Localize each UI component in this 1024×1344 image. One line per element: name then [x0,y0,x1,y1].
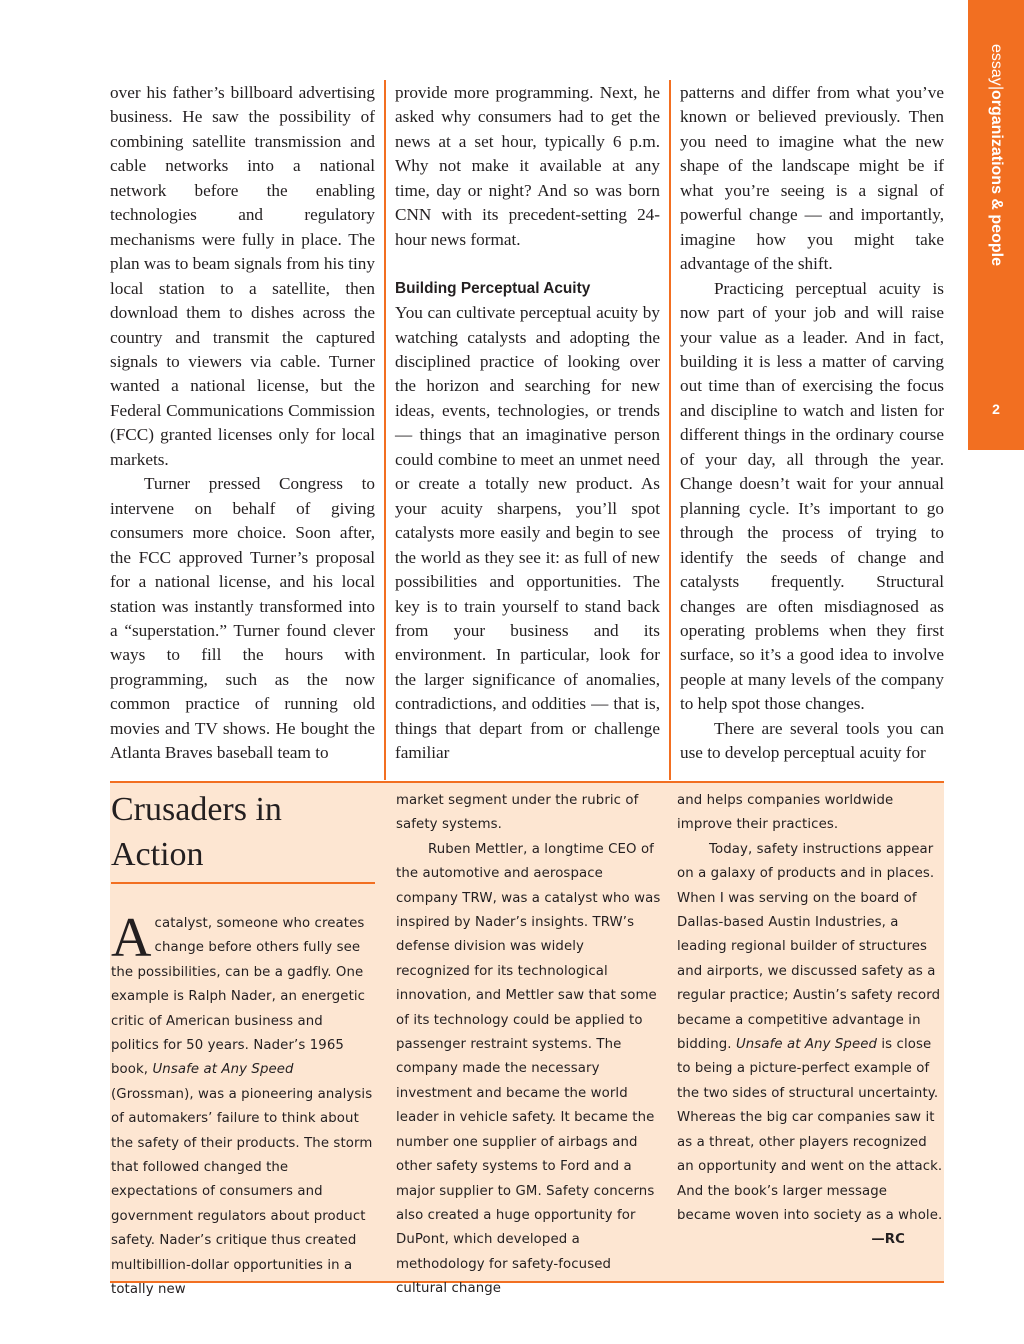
section-heading: Building Perceptual Acuity [395,279,591,297]
paragraph: provide more programming. Next, he asked why consumers had to get the news at a set hour, typically 6 p.m. Why not make it available at any time, day or night? And so was born CNN with its precedent-setting 24-hour news format. [395,83,660,249]
paragraph: Turner pressed Congress to intervene on behalf of giving consumers more choice. Soon after, the FCC approved Turner’s proposal for a national license, and his local station was instantly transformed into a “superstation.” Turner found clever ways to fill the hours with programming, such as the now common practice of running old movies and TV shows. He bought the Atlanta Braves baseball team to [110,474,375,763]
paragraph-text: is close to being a picture-perfect example of the two sides of structural uncertainty. Whereas the big car companies saw it as a threat, other players recognized an opportunity and went on the attack. And the book’s larger message became woven into society as a whole. [677,1037,943,1223]
section-tab [968,0,1024,450]
article-column-1 [110,81,375,766]
paragraph [677,838,943,1229]
paragraph: and helps companies worldwide improve their practices. [677,793,894,833]
book-title: Unsafe at Any Speed [735,1037,878,1053]
paragraph-text: Today, safety instructions appear on a galaxy of products and in places. When I was serving on the board of Dallas-based Austin Industries, a leading regional builder of structures and airports, we discussed safety as a regular practice; Austin’s safety record became a competitive advantage in bidding. [677,841,941,1053]
drop-cap: A [111,907,152,969]
paragraph-text: (Grossman), was a pioneering analysis of automakers’ failure to think about the safety of their products. The storm that followed changed the expectations of consumers and government regulators about product safety. Nader’s critique thus created multibillion-dollar opportunities in a totally new [111,1086,373,1298]
section-divider: | [988,85,1005,90]
column-divider [384,80,386,780]
signature: —RC [871,1232,905,1248]
paragraph-text: catalyst, someone who creates change before others fully see the possibilities, can be a gadfly. One example is Ralph Nader, an energetic critic of American business and politics for 50 years. Nader’s 1965 book, [111,916,366,1078]
box-column-2 [396,789,662,1302]
book-title: Unsafe at Any Speed [152,1062,294,1078]
paragraph: over his father’s billboard advertising business. He saw the possibility of combining satellite transmission and cable networks into a national network before the enabling technologies and regulatory mechanisms were fully in place. The plan was to beam signals from his tiny local station to a satellite, then download them to dishes across the country and transmit the captured signals to viewers via cable. Turner wanted a national license, but the Federal Communications Commission (FCC) granted licenses only for local markets. [110,83,375,469]
page-number: 2 [992,401,1000,417]
section-name: essay [988,44,1005,86]
box-column-3 [677,789,943,1253]
paragraph [111,907,373,1303]
paragraph: market segment under the rubric of safety systems. [396,793,639,833]
article-column-2 [395,81,660,766]
paragraph: You can cultivate perceptual acuity by watching catalysts and adopting the disciplined practice of looking over the horizon and searching for new ideas, events, technologies, or trends — things that an imaginative person could combine to meet an unmet need or create a totally new product. As your acuity sharpens, you’ll spot catalysts more easily and begin to see the world as they see it: as full of new possibilities and opportunities. The key is to train yourself to stand back from your business and its environment. In particular, look for the larger significance of anomalies, contradictions, and oddities — that is, things that depart from or challenge familiar [395,303,660,763]
box-top-rule [110,781,944,783]
paragraph: Ruben Mettler, a longtime CEO of the automotive and aerospace company TRW, was a catalyst who was inspired by Nader’s insights. TRW’s defense division was widely recognized for its technological innovation, and Mettler saw that some of its technology could be applied to passenger restraint systems. The company made the necessary investment and became the world leader in vehicle safety. It became the number one supplier of airbags and other safety systems to Ford and a major supplier to GM. Safety concerns also created a huge opportunity for DuPont, which developed a methodology for safety-focused cultural change [396,841,661,1297]
paragraph: patterns and differ from what you’ve known or believed previously. Then you need to imagine what the new shape of the landscape might be if what you’re seeing is a signal of powerful change — and importantly, imagine how you might take advantage of the shift. [680,83,944,274]
article-column-3 [680,81,944,766]
box-title: Crusaders in Action [111,791,282,873]
column-divider [669,80,671,780]
box-column-1 [111,907,373,1303]
section-topic: organizations & people [988,89,1005,266]
section-label [987,44,1005,266]
title-rule [111,882,375,884]
paragraph: Practicing perceptual acuity is now part of your job and will raise your value as a leader. And in fact, building it is less a matter of carving out time than of exercising the focus and discipline to watch and listen for different things in the ordinary course of your day, all through the year. Change doesn’t wait for your annual planning cycle. It’s important to go through the process of trying to identify the seeds of change and catalysts frequently. Structural changes are often misdiagnosed as operating problems when they first surface, so it’s a good idea to involve people at many levels of the company to help spot those changes. [680,278,944,714]
paragraph: There are several tools you can use to develop perceptual acuity for [680,718,944,763]
